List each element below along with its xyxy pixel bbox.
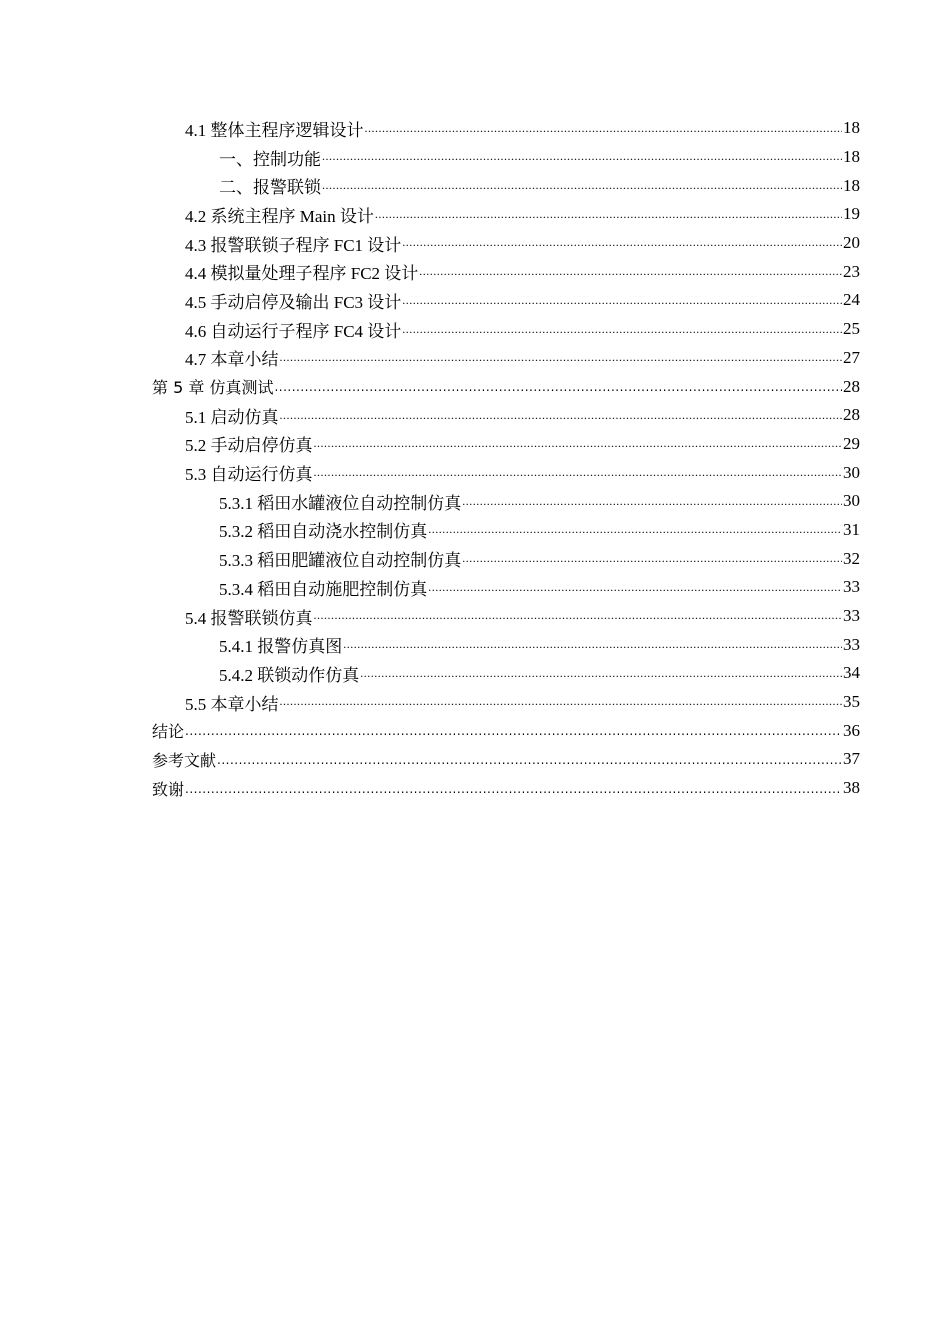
toc-entry-title: 致谢 — [152, 779, 185, 799]
toc-page-number: 28 — [843, 376, 860, 396]
toc-page-number: 31 — [843, 519, 860, 539]
toc-page-number: 35 — [843, 692, 860, 712]
toc-entry-5-3-2[interactable] — [0, 516, 950, 545]
toc-page-number: 30 — [843, 462, 860, 482]
toc-entry-title: 5.3.1 稻田水罐液位自动控制仿真 — [219, 493, 462, 513]
toc-entry-title: 5.3.4 稻田自动施肥控制仿真 — [219, 579, 428, 599]
toc-entry-4-7[interactable] — [0, 344, 950, 373]
toc-page-number: 30 — [843, 491, 860, 511]
toc-page-number: 36 — [843, 720, 860, 740]
toc-page-number: 37 — [843, 749, 860, 769]
toc-entry-5-5[interactable] — [0, 688, 950, 717]
toc-page-number: 18 — [843, 175, 860, 195]
toc-dot-leader — [402, 235, 842, 257]
toc-entry-title: 4.2 系统主程序 Main 设计 — [185, 206, 374, 226]
toc-page-number: 38 — [843, 778, 860, 798]
toc-entry-title: 5.3.3 稻田肥罐液位自动控制仿真 — [219, 551, 462, 571]
toc-entry-5-3-4[interactable] — [0, 573, 950, 602]
toc-entry-title: 一、控制功能 — [219, 149, 321, 169]
toc-page-number: 25 — [843, 319, 860, 339]
toc-entry-title: 5.3.2 稻田自动浇水控制仿真 — [219, 522, 428, 542]
toc-entry-title: 5.3 自动运行仿真 — [185, 465, 313, 485]
toc-entry-title: 4.7 本章小结 — [185, 350, 279, 370]
table-of-contents — [0, 114, 950, 803]
toc-entry-title: 4.1 整体主程序逻辑设计 — [185, 120, 364, 140]
toc-dot-leader — [322, 178, 842, 200]
toc-dot-leader — [314, 608, 843, 630]
toc-entry-alarm-interlock[interactable] — [0, 171, 950, 200]
toc-entry-5-3-3[interactable] — [0, 544, 950, 573]
toc-dot-leader — [428, 580, 842, 602]
toc-entry-5-2[interactable] — [0, 430, 950, 459]
toc-page-number: 18 — [843, 147, 860, 167]
toc-entry-5-3[interactable] — [0, 458, 950, 487]
toc-entry-title: 5.4.1 报警仿真图 — [219, 637, 343, 657]
toc-dot-leader — [314, 465, 843, 487]
toc-entry-4-6[interactable] — [0, 315, 950, 344]
toc-page-number: 34 — [843, 663, 860, 683]
toc-entry-5-1[interactable] — [0, 401, 950, 430]
toc-dot-leader — [365, 121, 843, 143]
toc-dot-leader — [280, 408, 843, 430]
toc-dot-leader — [402, 322, 842, 344]
toc-entry-title: 5.5 本章小结 — [185, 694, 279, 714]
toc-page-number: 29 — [843, 433, 860, 453]
toc-entry-chapter-5[interactable] — [0, 372, 950, 401]
toc-entry-title: 4.3 报警联锁子程序 FC1 设计 — [185, 235, 402, 255]
toc-entry-4-3[interactable] — [0, 229, 950, 258]
toc-page-number: 27 — [843, 347, 860, 367]
toc-entry-4-4[interactable] — [0, 257, 950, 286]
toc-entry-title: 4.5 手动启停及输出 FC3 设计 — [185, 292, 402, 312]
toc-dot-leader — [217, 753, 842, 774]
toc-page-number: 23 — [843, 261, 860, 281]
toc-entry-title: 4.4 模拟量处理子程序 FC2 设计 — [185, 264, 419, 284]
toc-entry-title: 参考文献 — [152, 750, 217, 770]
toc-entry-conclusion[interactable] — [0, 716, 950, 745]
toc-page-number: 20 — [843, 233, 860, 253]
toc-entry-title: 结论 — [152, 722, 185, 742]
toc-entry-5-4-2[interactable] — [0, 659, 950, 688]
toc-dot-leader — [343, 637, 842, 659]
toc-dot-leader — [280, 694, 843, 716]
toc-page-number: 32 — [843, 548, 860, 568]
toc-dot-leader — [402, 293, 842, 315]
toc-page-number: 24 — [843, 290, 860, 310]
toc-page-number: 33 — [843, 606, 860, 626]
toc-entry-4-1[interactable] — [0, 114, 950, 143]
toc-entry-title: 5.2 手动启停仿真 — [185, 436, 313, 456]
toc-entry-title: 第 5 章 仿真测试 — [152, 378, 274, 398]
toc-entry-title: 4.6 自动运行子程序 FC4 设计 — [185, 321, 402, 341]
toc-entry-5-4[interactable] — [0, 602, 950, 631]
toc-dot-leader — [314, 436, 843, 458]
toc-entry-acknowledgements[interactable] — [0, 774, 950, 803]
toc-entry-5-4-1[interactable] — [0, 630, 950, 659]
toc-dot-leader — [185, 782, 842, 803]
toc-dot-leader — [185, 724, 842, 745]
toc-entry-references[interactable] — [0, 745, 950, 774]
toc-entry-5-3-1[interactable] — [0, 487, 950, 516]
toc-page-number: 33 — [843, 577, 860, 597]
toc-dot-leader — [428, 522, 842, 544]
toc-entry-control-function[interactable] — [0, 143, 950, 172]
toc-page-number: 19 — [843, 204, 860, 224]
toc-entry-title: 5.4 报警联锁仿真 — [185, 608, 313, 628]
toc-entry-title: 5.4.2 联锁动作仿真 — [219, 665, 360, 685]
toc-entry-title: 二、报警联锁 — [219, 178, 321, 198]
toc-dot-leader — [462, 494, 842, 516]
toc-dot-leader — [274, 380, 842, 401]
toc-page-number: 28 — [843, 405, 860, 425]
toc-entry-4-5[interactable] — [0, 286, 950, 315]
toc-dot-leader — [375, 207, 842, 229]
toc-dot-leader — [322, 149, 842, 171]
toc-dot-leader — [462, 551, 842, 573]
toc-dot-leader — [280, 350, 843, 372]
toc-page-number: 18 — [843, 118, 860, 138]
toc-dot-leader — [360, 666, 842, 688]
toc-entry-title: 5.1 启动仿真 — [185, 407, 279, 427]
toc-page-number: 33 — [843, 634, 860, 654]
toc-entry-4-2[interactable] — [0, 200, 950, 229]
toc-dot-leader — [419, 264, 842, 286]
